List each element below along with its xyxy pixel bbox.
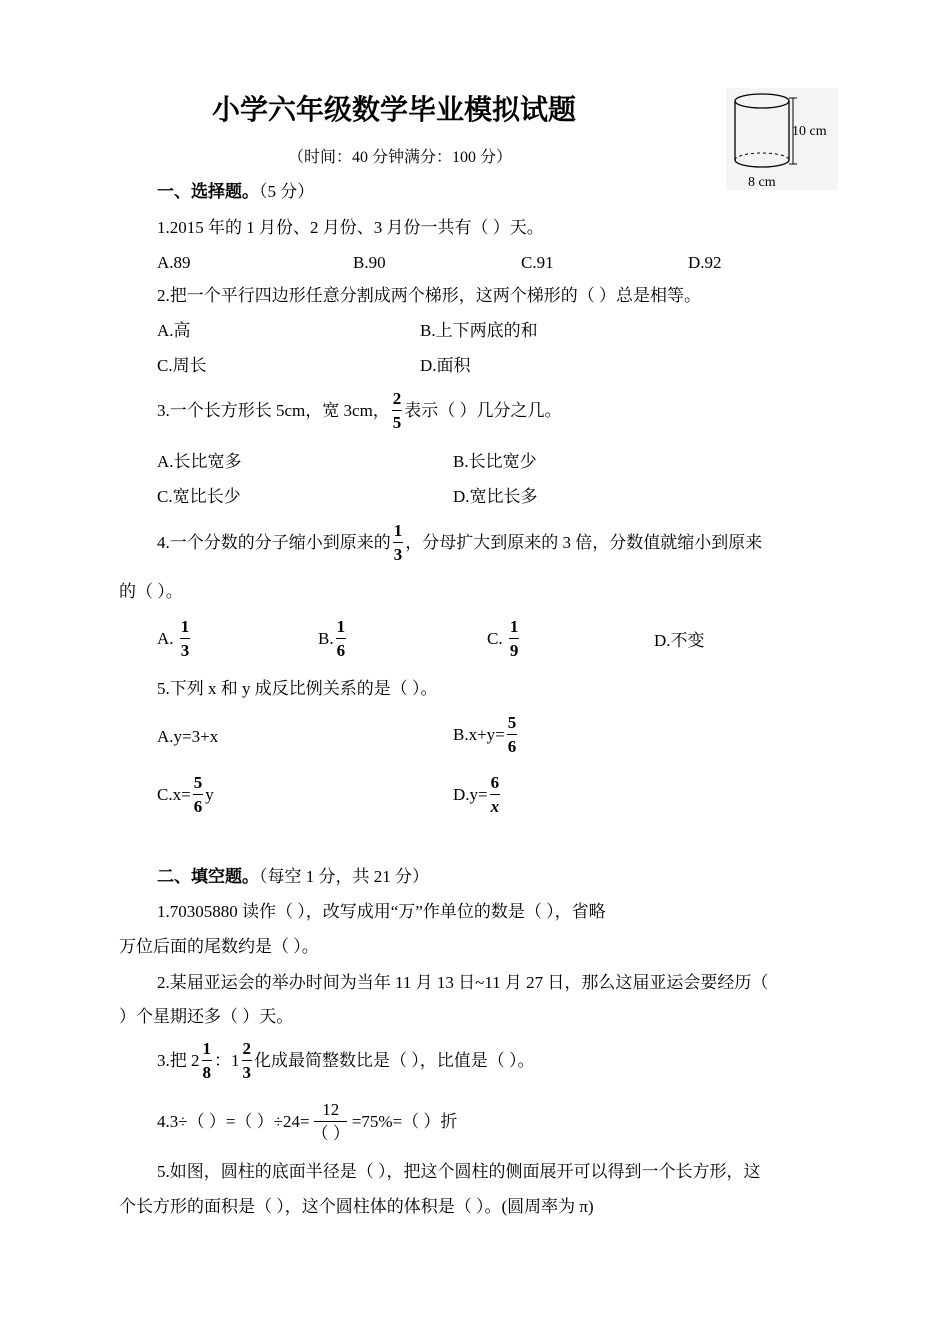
q4-option-d: D.不变	[654, 631, 705, 650]
q4-option-a: A. $\frac{1}{3}$	[157, 617, 190, 660]
q3-fraction: $\frac{2}{5}$	[392, 389, 402, 432]
q1-option-d: D.92	[688, 253, 722, 272]
q1-option-a: A.89	[157, 253, 191, 272]
q4-option-c: C. $\frac{1}{9}$	[487, 617, 519, 660]
q3-option-a: A.长比宽多	[157, 452, 242, 471]
q2-option-b: B.上下两底的和	[420, 321, 538, 340]
exam-subtitle: （时间：40 分钟满分：100 分）	[288, 149, 513, 166]
section1-heading: 一、选择题。（5 分）	[157, 182, 315, 201]
q2-option-d: D.面积	[420, 356, 471, 375]
q4-fraction: $\frac{1}{3}$	[393, 521, 403, 564]
fill-q3: 3.把 2 $\frac{1}{8}$ ：1 $\frac{2}{3}$ 化成最简整数比是（ ），比值是（ ）。	[157, 1039, 535, 1082]
fill-q5-line1: 5.如图，圆柱的底面半径是（ ），把这个圆柱的侧面展开可以得到一个长方形，这	[157, 1162, 761, 1181]
q3-text: 3.一个长方形长 5cm，宽 3cm， $\frac{2}{5}$ 表示（ ）几分之几。	[157, 389, 562, 432]
q5-option-c: C.x= $\frac{5}{6}$ y	[157, 773, 214, 816]
q4-option-b: B. $\frac{1}{6}$	[318, 617, 346, 660]
section2-heading: 二、填空题。（每空 1 分，共 21 分）	[157, 867, 429, 886]
fill-q2-line1: 2.某届亚运会的举办时间为当年 11 月 13 日~11 月 27 日，那么这届亚运会要经历（	[157, 973, 769, 992]
q5-text: 5.下列 x 和 y 成反比例关系的是（ ）。	[157, 679, 438, 698]
fill-q5-line2: 个长方形的面积是（ ），这个圆柱体的体积是（ ）。(圆周率为 π)	[119, 1197, 594, 1216]
cylinder-figure	[726, 88, 838, 190]
q3-option-c: C.宽比长少	[157, 487, 241, 506]
height-label: 10 cm	[792, 124, 827, 139]
q1-option-b: B.90	[353, 253, 386, 272]
page-title: 小学六年级数学毕业模拟试题	[212, 93, 577, 126]
fill-q1-line1: 1.70305880 读作（ ），改写成用“万”作单位的数是（ ），省略	[157, 902, 606, 921]
q5-option-b: B.x+y= $\frac{5}{6}$	[453, 713, 517, 756]
q5-option-d: D.y= $\frac{6}{x}$	[453, 773, 500, 816]
q5-option-a: A.y=3+x	[157, 727, 219, 746]
q4-text-line2: 的（ ）。	[119, 582, 183, 601]
fill-q2-line2: ）个星期还多（ ）天。	[119, 1007, 294, 1026]
q2-option-a: A.高	[157, 321, 191, 340]
diameter-label: 8 cm	[748, 175, 776, 190]
q1-option-c: C.91	[521, 253, 554, 272]
q1-text: 1.2015 年的 1 月份、2 月份、3 月份一共有（ ）天。	[157, 218, 544, 237]
q2-option-c: C.周长	[157, 356, 207, 375]
q2-text: 2.把一个平行四边形任意分割成两个梯形，这两个梯形的（ ）总是相等。	[157, 286, 701, 305]
fill-q4: 4.3÷（ ）=（ ）÷24= $\frac{12}{( )}$ =75%=（ ）折	[157, 1100, 458, 1143]
q4-text: 4.一个分数的分子缩小到原来的 $\frac{1}{3}$ ，分母扩大到原来的 3 倍，分数值就缩小到原来	[157, 521, 763, 564]
q3-option-b: B.长比宽少	[453, 452, 537, 471]
q3-option-d: D.宽比长多	[453, 487, 538, 506]
fill-q1-line2: 万位后面的尾数约是（ ）。	[119, 937, 319, 956]
